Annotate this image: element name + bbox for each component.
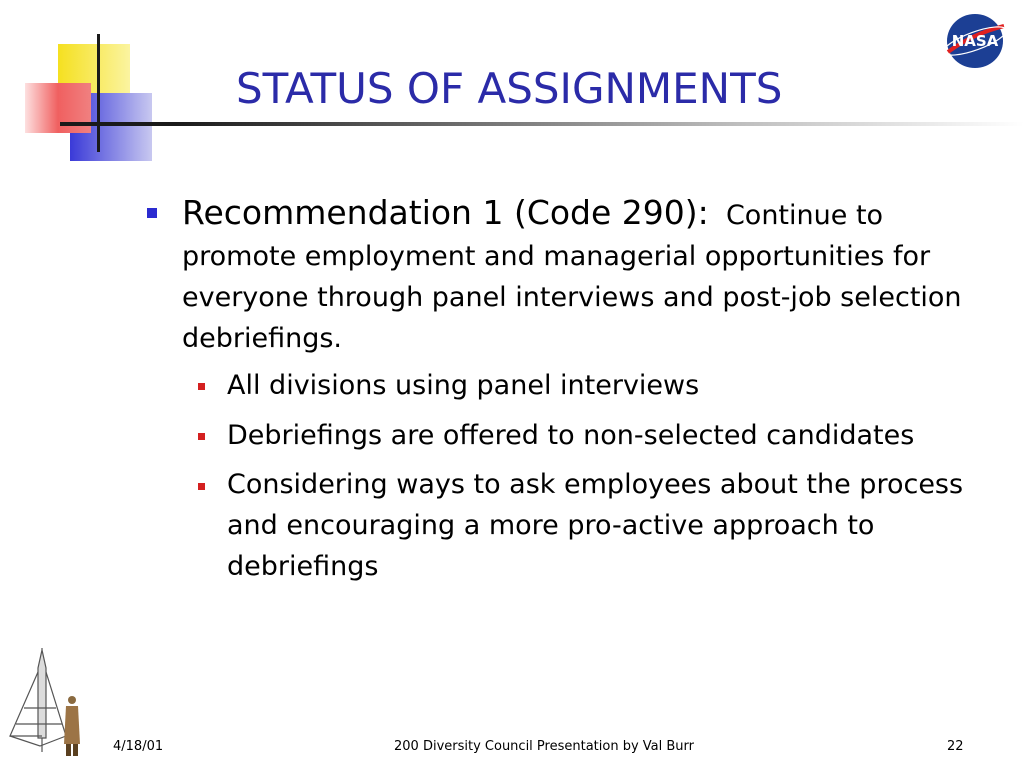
sub-bullet-3: Considering ways to ask employees about the process and encouraging a more pro-active approach to debriefings	[227, 469, 964, 582]
main-bullet-lead: Recommendation 1 (Code 290):	[182, 193, 709, 232]
slide-title: STATUS OF ASSIGNMENTS	[236, 64, 783, 113]
footer-page-number: 22	[947, 739, 964, 754]
footer-center-text: 200 Diversity Council Presentation by Val Burr	[394, 739, 694, 754]
logo-text: NASA	[951, 32, 999, 50]
rocket-illustration	[6, 648, 90, 760]
nasa-logo-icon	[942, 12, 1008, 70]
main-bullet	[182, 192, 982, 359]
footer-date: 4/18/01	[113, 739, 164, 754]
main-bullet-body: Continue to promote employment and managerial opportunities for everyone through panel interviews and post-job selection debriefings.	[182, 200, 962, 354]
deco-vertical-line	[97, 34, 100, 152]
corner-decoration	[0, 0, 160, 170]
sub-bullet-marker	[198, 383, 205, 390]
sub-bullet-1: All divisions using panel interviews	[227, 370, 700, 401]
sub-bullet-2: Debriefings are offered to non-selected candidates	[227, 420, 915, 451]
person-figure	[64, 696, 80, 756]
sub-bullet-marker	[198, 433, 205, 440]
title-underline	[60, 122, 1024, 126]
bullet-marker-square	[147, 208, 157, 218]
sub-bullet-marker	[198, 483, 205, 490]
